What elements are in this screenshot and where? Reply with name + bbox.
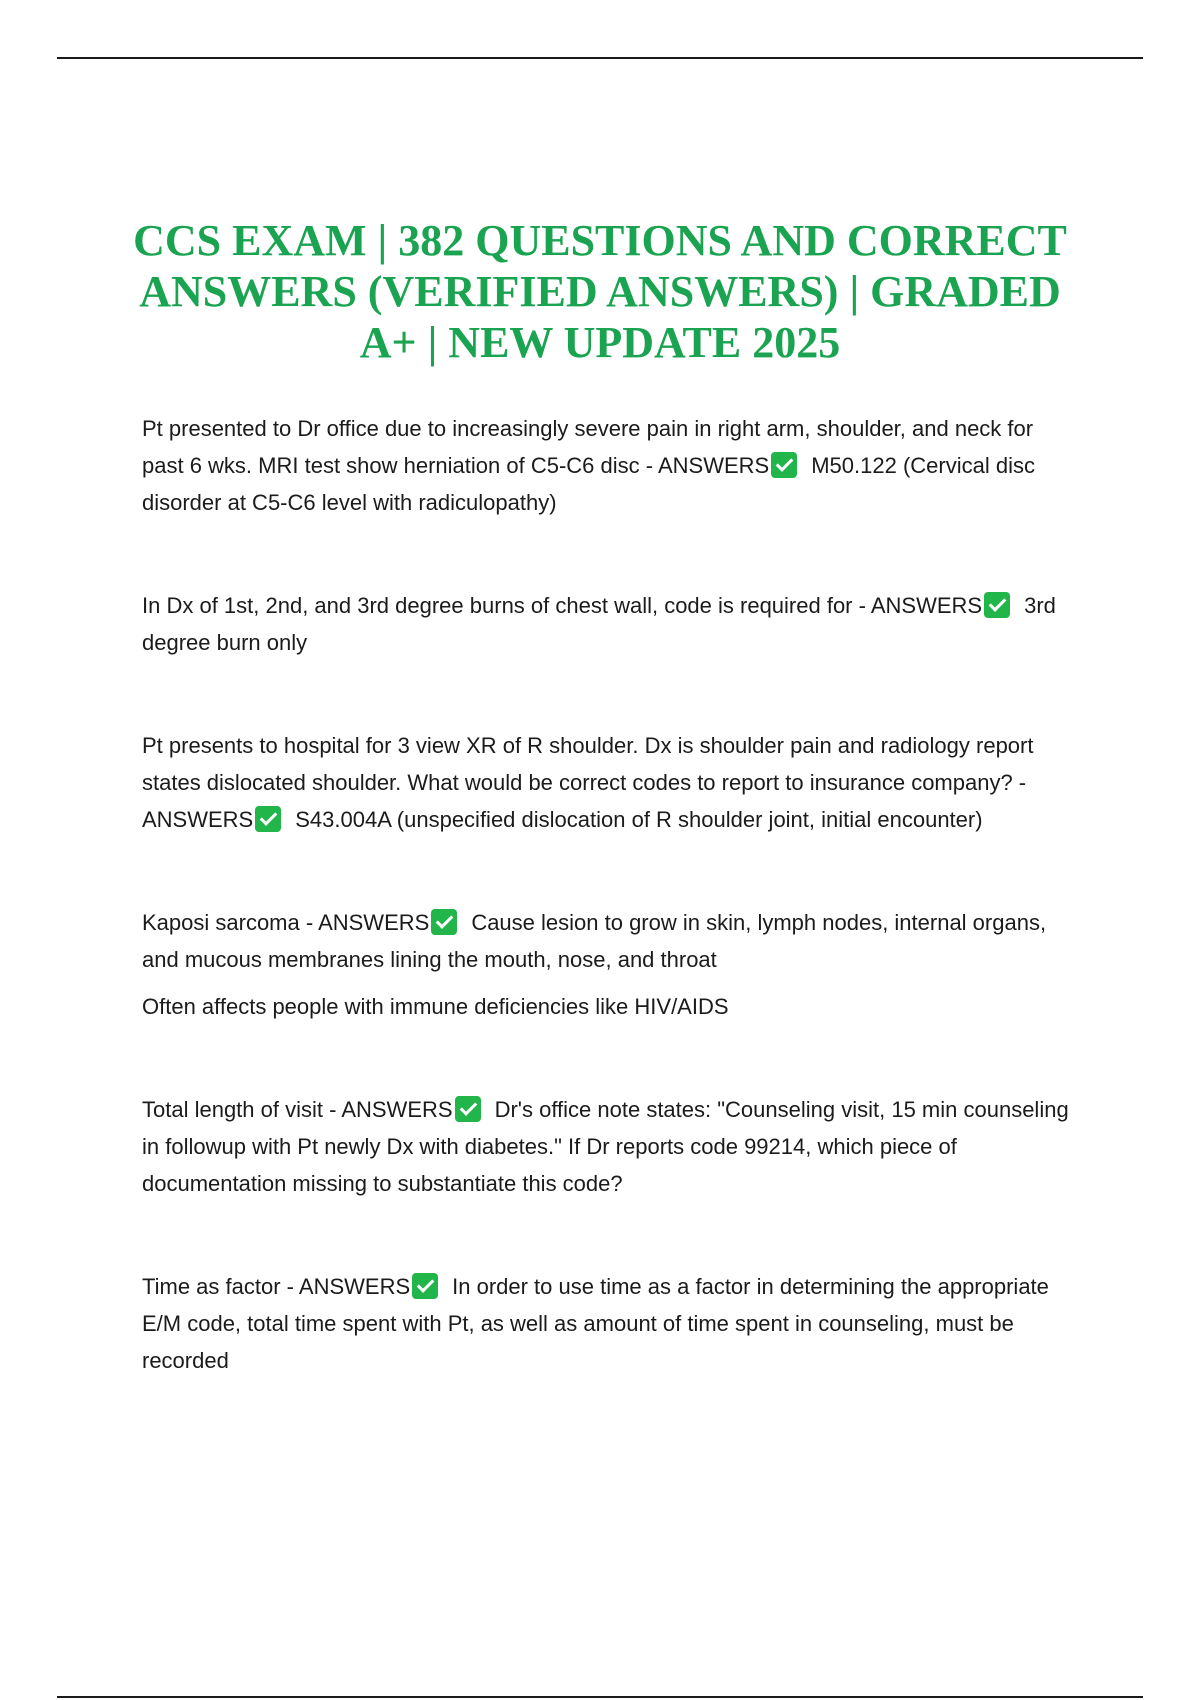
answer-text: M50.122 (Cervical disc disorder at C5-C6 level with radiculopathy): [142, 453, 1035, 515]
qa-entry: [142, 1268, 1072, 1379]
checkmark-icon: [984, 592, 1010, 618]
qa-entry: [142, 1091, 1072, 1202]
top-rule: [57, 57, 1143, 59]
checkmark-icon: [412, 1273, 438, 1299]
checkmark-icon: [771, 452, 797, 478]
question-text: Kaposi sarcoma - ANSWERS: [142, 910, 430, 935]
question-text: Pt presented to Dr office due to increasingly severe pain in right arm, shoulder, and neck for past 6 wks. MRI test show herniation of C5-C6 disc - ANSWERS: [142, 416, 1034, 478]
checkmark-icon: [431, 909, 457, 935]
answer-text: 3rd degree burn only: [142, 593, 1056, 655]
answer-text: In order to use time as a factor in determining the appropriate E/M code, total time spent with Pt, as well as amount of time spent in counseling, must be recorded: [142, 1274, 1049, 1373]
checkmark-icon: [255, 806, 281, 832]
qa-entry: [142, 904, 1072, 1025]
qa-entry: [142, 587, 1072, 661]
bottom-rule: [57, 1696, 1143, 1698]
question-text: Time as factor - ANSWERS: [142, 1274, 411, 1299]
answer-note: Often affects people with immune deficiencies like HIV/AIDS: [142, 994, 729, 1019]
question-text: Total length of visit - ANSWERS: [142, 1097, 453, 1122]
answer-text: S43.004A (unspecified dislocation of R shoulder joint, initial encounter): [295, 807, 983, 832]
question-text: In Dx of 1st, 2nd, and 3rd degree burns of chest wall, code is required for - ANSWERS: [142, 593, 983, 618]
qa-entry: [142, 727, 1072, 838]
answer-text: Cause lesion to grow in skin, lymph nodes, internal organs, and mucous membranes lining the mouth, nose, and throat: [142, 910, 1047, 972]
document-title: CCS EXAM | 382 QUESTIONS AND CORRECT ANSWERS (VERIFIED ANSWERS) | GRADED A+ | NEW UPDATE 2025: [133, 216, 1067, 367]
qa-list: [142, 410, 1072, 1379]
checkmark-icon: [455, 1096, 481, 1122]
qa-entry: [142, 410, 1072, 521]
answer-text: Dr's office note states: "Counseling visit, 15 min counseling in followup with Pt newly Dx with diabetes." If Dr reports code 99214, which piece of documentation missing to substantiate this code?: [142, 1097, 1069, 1196]
question-text: Pt presents to hospital for 3 view XR of R shoulder. Dx is shoulder pain and radiology report states dislocated shoulder. What would be correct codes to report to insurance company? - ANSWERS: [142, 733, 1034, 832]
